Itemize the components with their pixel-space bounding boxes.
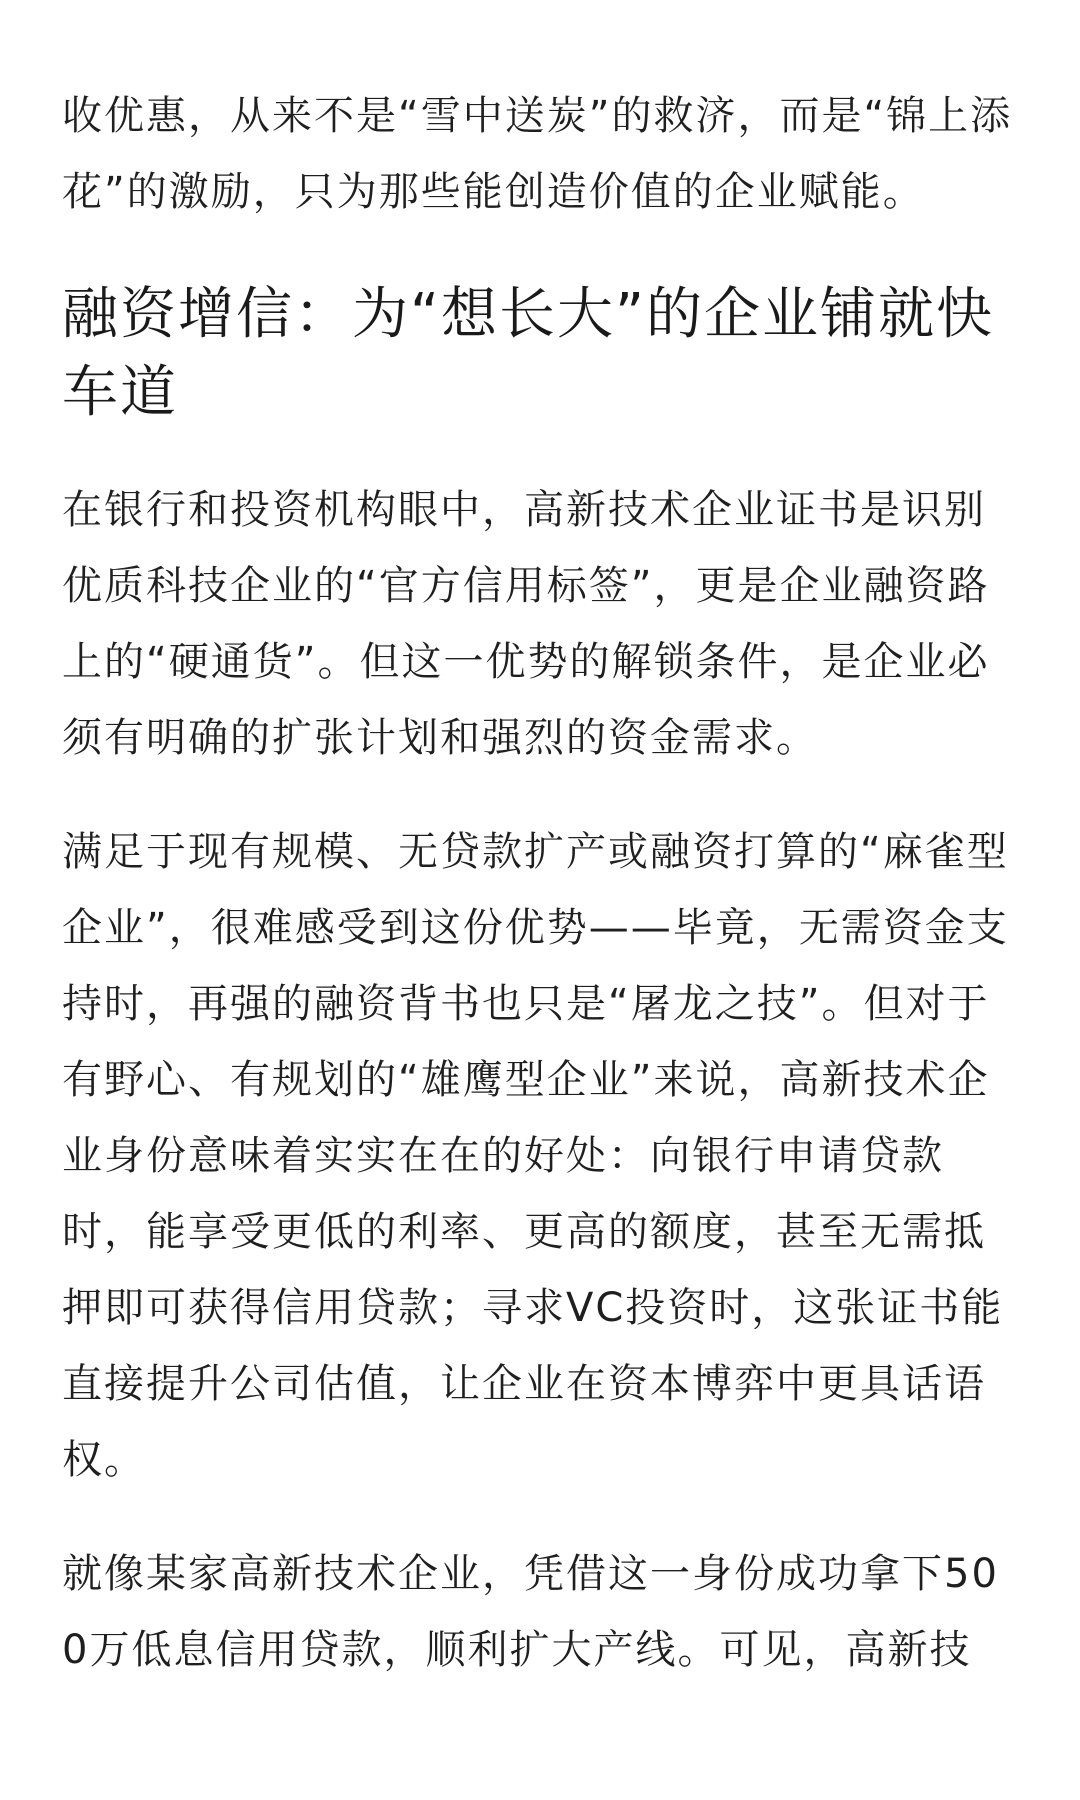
- section-heading: 融资增信：为“想长大”的企业铺就快车道: [62, 282, 995, 425]
- body-paragraph-3: 就像某家高新技术企业，凭借这一身份成功拿下500万低息信用贷款，顺利扩大产线。可见，高新技: [62, 1551, 999, 1673]
- body-paragraph-1: 在银行和投资机构眼中，高新技术企业证书是识别优质科技企业的“官方信用标签”，更是企业融资路上的“硬通货”。但这一优势的解锁条件，是企业必须有明确的扩张计划和强烈的资金需求。: [62, 487, 990, 761]
- body-paragraph-2: 满足于现有规模、无贷款扩产或融资打算的“麻雀型企业”，很难感受到这份优势——毕竟，无需资金支持时，再强的融资背书也只是“屠龙之技”。但对于有野心、有规划的“雄鹰型企业”来说，高新技术企业身份意味着实实在在的好处：向银行申请贷款时，能享受更低的利率、更高的额度，甚至无需抵押即可获得信用贷款；寻求VC投资时，这张证书能直接提升公司估值，让企业在资本博弈中更具话语权。: [62, 829, 1009, 1483]
- intro-paragraph: 收优惠，从来不是“雪中送炭”的救济，而是“锦上添花”的激励，只为那些能创造价值的企业赋能。: [62, 93, 1013, 215]
- article-body: [62, 78, 1024, 1688]
